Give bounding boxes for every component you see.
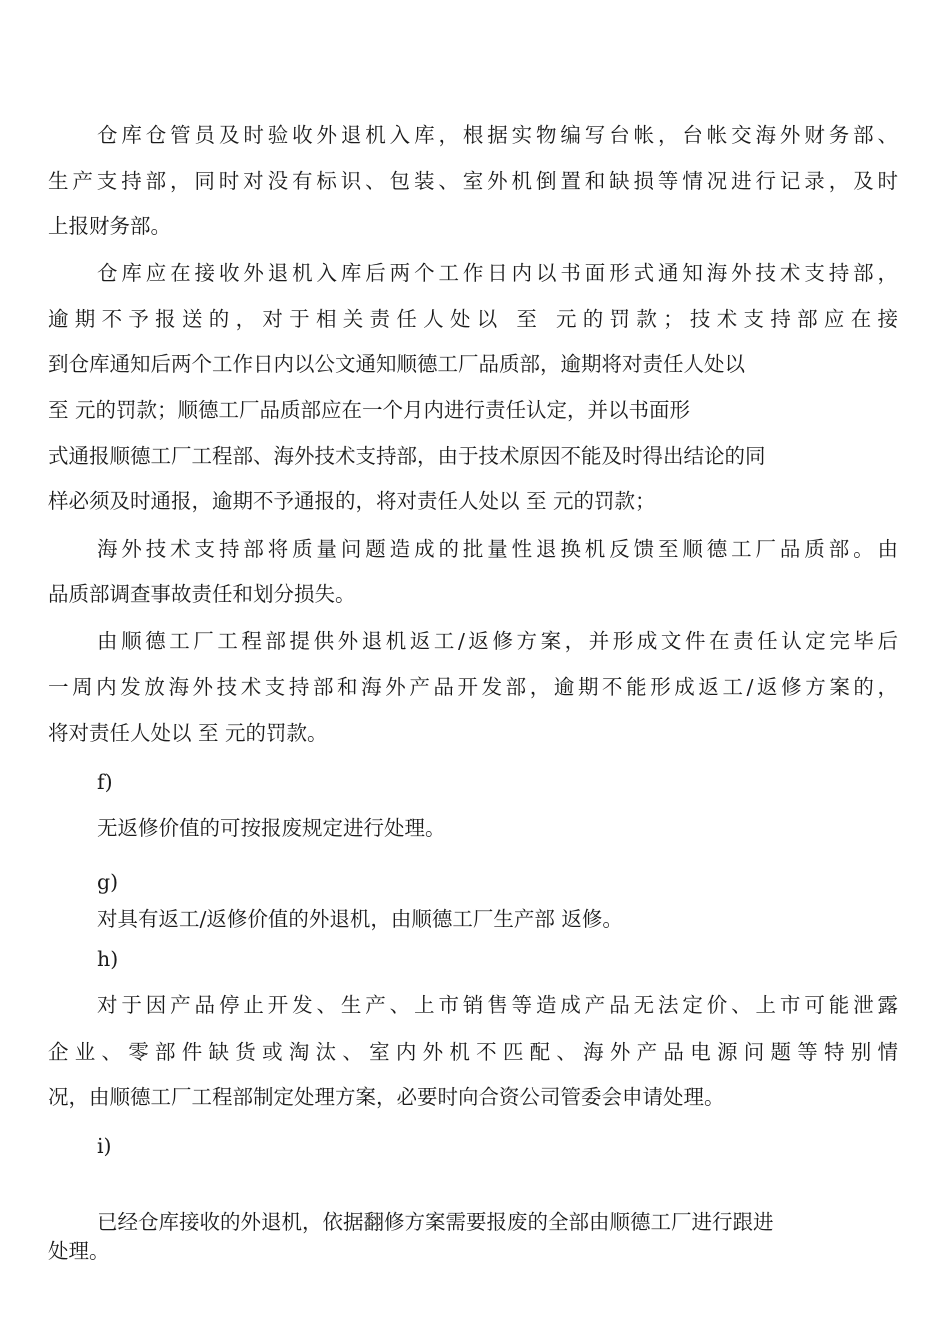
item-i-line-1: 已经仓库接收的外退机，依据翻修方案需要报废的全部由顺德工厂进行跟进 bbox=[97, 1210, 774, 1234]
item-h-line-3: 况，由顺德工厂工程部制定处理方案，必要时向合资公司管委会申请处理。 bbox=[48, 1085, 725, 1109]
paragraph-1-line-3: 上报财务部。 bbox=[48, 214, 171, 238]
paragraph-2-line-3: 到仓库通知后两个工作日内以公文通知顺德工厂品质部，逾期将对责任人处以 bbox=[48, 352, 745, 376]
paragraph-2-line-2: 逾期不予报送的，对于相关责任人处以 至 元的罚款；技术支持部应在接 bbox=[48, 307, 898, 331]
item-f-text: 无返修价值的可按报废规定进行处理。 bbox=[97, 816, 446, 840]
paragraph-4-line-3: 将对责任人处以 至 元的罚款。 bbox=[48, 721, 328, 745]
item-h-line-1: 对于因产品停止开发、生产、上市销售等造成产品无法定价、上市可能泄露 bbox=[97, 993, 898, 1017]
item-h-line-2: 企业、零部件缺货或淘汰、室内外机不匹配、海外产品电源问题等特别情 bbox=[48, 1040, 898, 1064]
paragraph-4-line-2: 一周内发放海外技术支持部和海外产品开发部，逾期不能形成返工/返修方案的， bbox=[48, 675, 898, 699]
paragraph-3-line-2: 品质部调查事故责任和划分损失。 bbox=[48, 582, 356, 606]
item-i-line-2: 处理。 bbox=[48, 1239, 110, 1263]
item-g-text: 对具有返工/返修价值的外退机，由顺德工厂生产部 返修。 bbox=[97, 907, 623, 931]
paragraph-1-line-2: 生产支持部，同时对没有标识、包装、室外机倒置和缺损等情况进行记录，及时 bbox=[48, 169, 898, 193]
paragraph-2-line-4: 至 元的罚款；顺德工厂品质部应在一个月内进行责任认定，并以书面形 bbox=[48, 398, 691, 422]
paragraph-2-line-5: 式通报顺德工厂工程部、海外技术支持部，由于技术原因不能及时得出结论的同 bbox=[48, 444, 766, 468]
item-marker-i: i) bbox=[97, 1134, 112, 1158]
paragraph-4-line-1: 由顺德工厂工程部提供外退机返工/返修方案，并形成文件在责任认定完毕后 bbox=[97, 629, 898, 653]
paragraph-2-line-1: 仓库应在接收外退机入库后两个工作日内以书面形式通知海外技术支持部， bbox=[97, 261, 898, 285]
item-marker-f: f) bbox=[97, 770, 113, 794]
item-marker-g: g) bbox=[97, 870, 119, 894]
paragraph-1-line-1: 仓库仓管员及时验收外退机入库，根据实物编写台帐，台帐交海外财务部、 bbox=[97, 123, 898, 147]
paragraph-2-line-6: 样必须及时通报，逾期不予通报的，将对责任人处以 至 元的罚款； bbox=[48, 489, 656, 513]
item-marker-h: h) bbox=[97, 947, 119, 971]
paragraph-3-line-1: 海外技术支持部将质量问题造成的批量性退换机反馈至顺德工厂品质部。由 bbox=[97, 537, 898, 561]
